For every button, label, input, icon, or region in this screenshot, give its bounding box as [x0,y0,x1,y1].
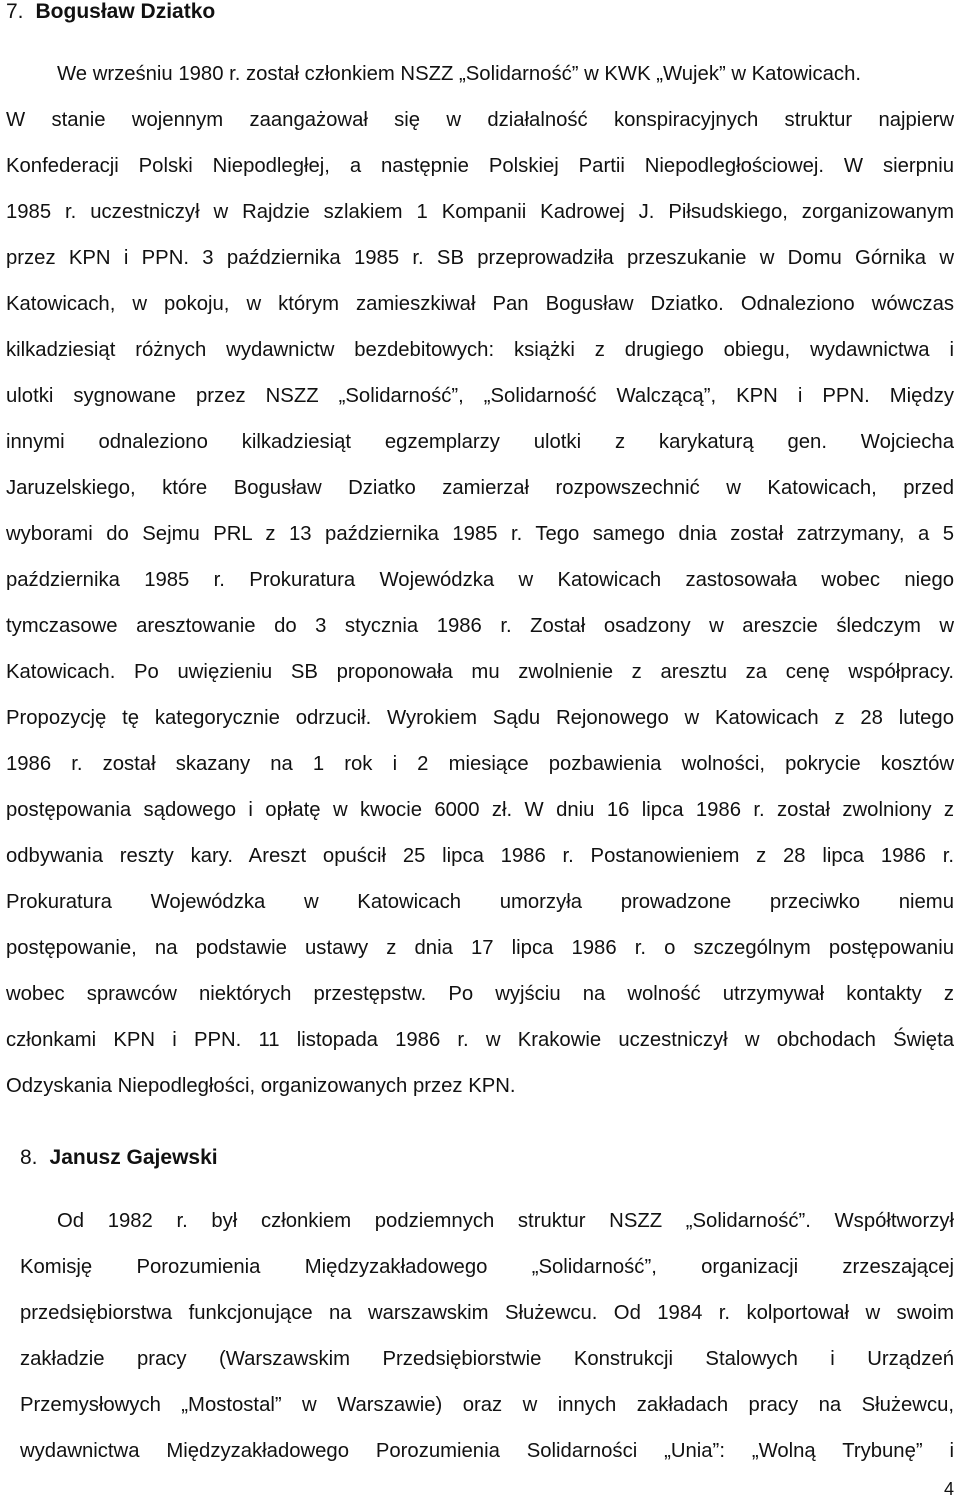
text-line: wyborami do Sejmu PRL z 13 października 1985 r. Tego samego dnia został zatrzymany, a 5 [6,523,954,545]
text-line: innymi odnaleziono kilkadziesiąt egzemplarzy ulotki z karykaturą gen. Wojciecha [6,431,954,453]
text-line: Odzyskania Niepodległości, organizowanych przez KPN. [6,1075,516,1097]
text-line: przez KPN i PPN. 3 października 1985 r. SB przeprowadziła przeszukanie w Domu Górnika w [6,247,954,269]
text-line: Prokuratura Wojewódzka w Katowicach umorzyła prowadzone przeciwko niemu [6,891,954,913]
text-line: We wrześniu 1980 r. został członkiem NSZZ „Solidarność” w KWK „Wujek” w Katowicach. [57,63,861,85]
text-line: W stanie wojennym zaangażował się w działalność konspiracyjnych struktur najpierw [6,109,954,131]
section-body [20,1198,954,1474]
text-line: Jaruzelskiego, które Bogusław Dziatko zamierzał rozpowszechnić w Katowicach, przed [6,477,954,499]
text-line: Katowicach, w pokoju, w którym zamieszkiwał Pan Bogusław Dziatko. Odnaleziono wówczas [6,293,954,315]
section-body [6,51,954,1109]
text-line: odbywania reszty kary. Areszt opuścił 25 lipca 1986 r. Postanowieniem z 28 lipca 1986 r. [6,845,954,867]
page-number: 4 [943,1479,954,1499]
text-line: postępowanie, na podstawie ustawy z dnia 17 lipca 1986 r. o szczególnym postępowaniu [6,937,954,959]
text-line: 1986 r. został skazany na 1 rok i 2 miesiące pozbawienia wolności, pokrycie kosztów [6,753,954,775]
text-line: ulotki sygnowane przez NSZZ „Solidarność”, „Solidarność Walczącą”, KPN i PPN. Między [6,385,954,407]
text-line: Konfederacji Polski Niepodległej, a następnie Polskiej Partii Niepodległościowej. W sierpniu [6,155,954,177]
section-title: Janusz Gajewski [49,1146,218,1169]
section-heading [6,0,215,24]
text-line: postępowania sądowego i opłatę w kwocie 6000 zł. W dniu 16 lipca 1986 r. został zwolniony z [6,799,954,821]
text-line: kilkadziesiąt różnych wydawnictw bezdebitowych: książki z drugiego obiegu, wydawnictwa i [6,339,954,361]
section-number: 8. [20,1146,38,1169]
text-line: członkami KPN i PPN. 11 listopada 1986 r. w Krakowie uczestniczył w obchodach Święta [6,1029,954,1051]
section-number: 7. [6,0,24,23]
text-line: zakładzie pracy (Warszawskim Przedsiębiorstwie Konstrukcji Stalowych i Urządzeń [20,1348,954,1370]
text-line: wydawnictwa Międzyzakładowego Porozumienia Solidarności „Unia”: „Wolną Trybunę” i [20,1440,954,1462]
text-line: Katowicach. Po uwięzieniu SB proponowała mu zwolnienie z aresztu za cenę współpracy. [6,661,954,683]
text-line: wobec sprawców niektórych przestępstw. Po wyjściu na wolność utrzymywał kontakty z [6,983,954,1005]
text-line: Przemysłowych „Mostostal” w Warszawie) oraz w innych zakładach pracy na Służewcu, [20,1394,954,1416]
text-line: tymczasowe aresztowanie do 3 stycznia 1986 r. Został osadzony w areszcie śledczym w [6,615,954,637]
text-line: Propozycję tę kategorycznie odrzucił. Wyrokiem Sądu Rejonowego w Katowicach z 28 lutego [6,707,954,729]
text-line: przedsiębiorstwa funkcjonujące na warszawskim Służewcu. Od 1984 r. kolportował w swoim [20,1302,954,1324]
section-heading [20,1146,218,1170]
text-line: Komisję Porozumienia Międzyzakładowego „Solidarność”, organizacji zrzeszającej [20,1256,954,1278]
text-line: 1985 r. uczestniczył w Rajdzie szlakiem 1 Kompanii Kadrowej J. Piłsudskiego, zorganizowanym [6,201,954,223]
text-line: października 1985 r. Prokuratura Wojewódzka w Katowicach zastosowała wobec niego [6,569,954,591]
text-line: Od 1982 r. był członkiem podziemnych struktur NSZZ „Solidarność”. Współtworzył [57,1210,954,1232]
section-title: Bogusław Dziatko [35,0,216,23]
